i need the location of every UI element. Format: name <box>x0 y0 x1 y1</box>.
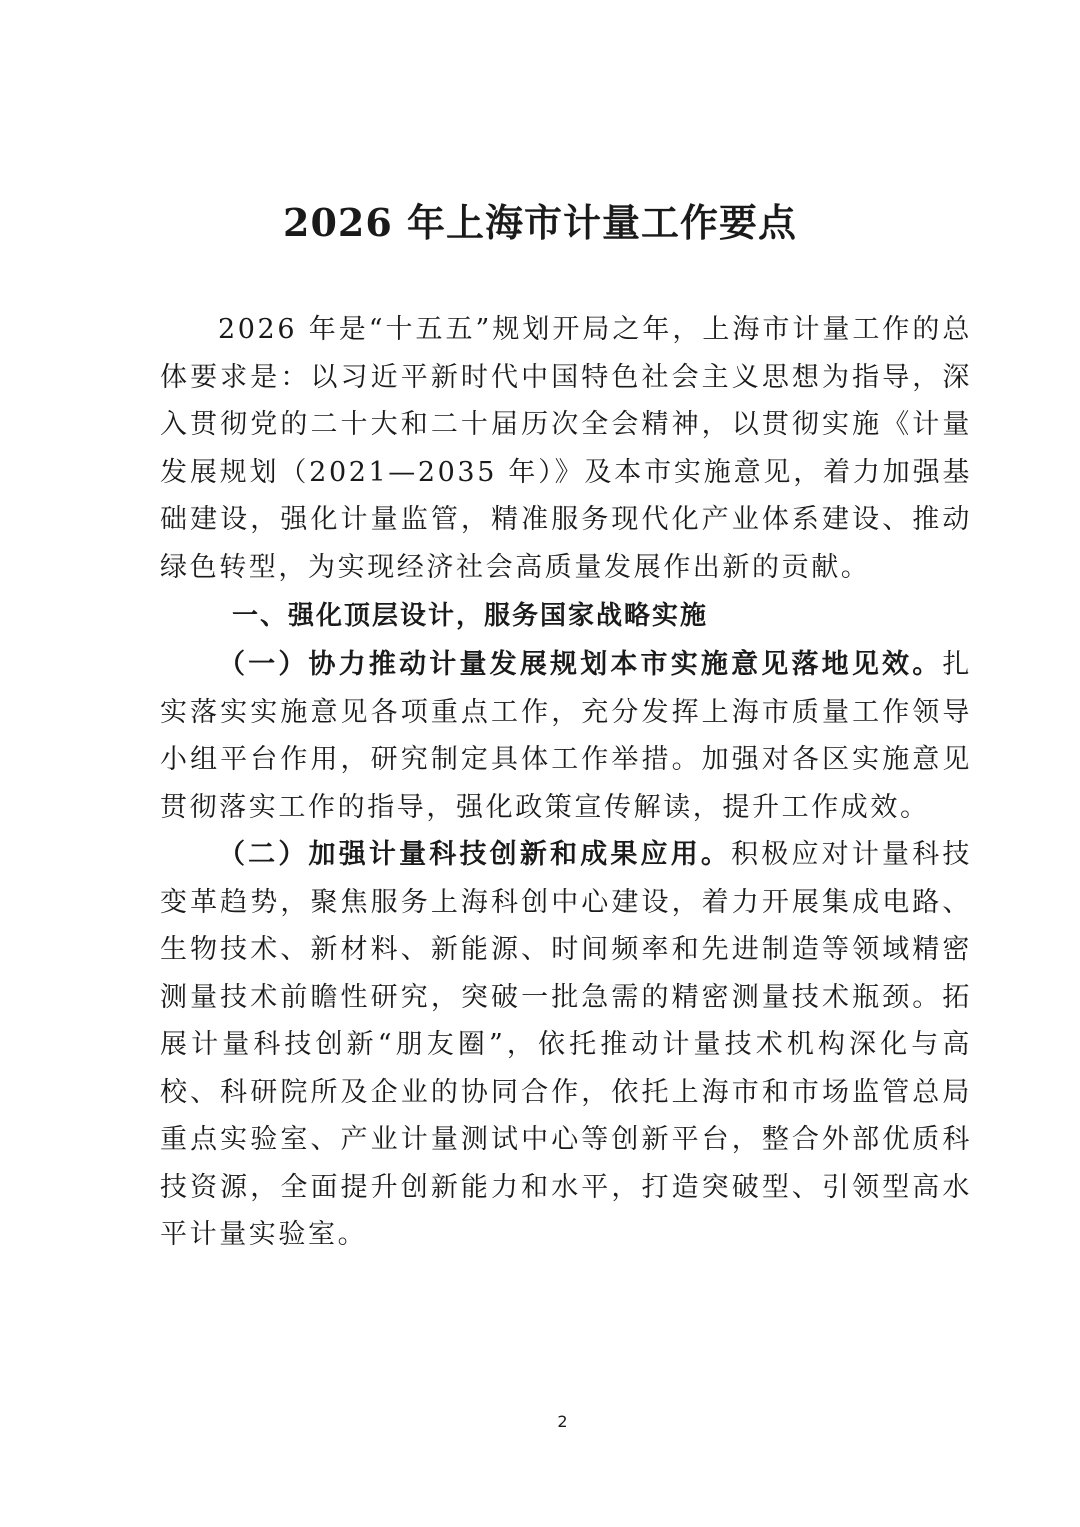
item-lead-2: （二）加强计量科技创新和成果应用。 <box>218 839 732 870</box>
item-paragraph-2 <box>160 831 972 1259</box>
section-heading: 一、强化顶层设计，服务国家战略实施 <box>232 601 709 631</box>
document-body <box>160 306 972 1259</box>
item-text-1: 扎实落实实施意见各项重点工作，充分发挥上海市质量工作领导小组平台作用，研究制定具体工作举措。加强对各区实施意见贯彻落实工作的指导，强化政策宣传解读，提升工作成效。 <box>160 649 972 823</box>
page-number: 2 <box>557 1412 568 1431</box>
item-text-2: 积极应对计量科技变革趋势，聚焦服务上海科创中心建设，着力开展集成电路、生物技术、新材料、新能源、时间频率和先进制造等领域精密测量技术前瞻性研究，突破一批急需的精密测量技术瓶颈。拓展计量科技创新“朋友圈”，依托推动计量技术机构深化与高校、科研院所及企业的协同合作，依托上海市和市场监管总局重点实验室、产业计量测试中心等创新平台，整合外部优质科技资源，全面提升创新能力和水平，打造突破型、引领型高水平计量实验室。 <box>160 839 972 1250</box>
item-paragraph-1 <box>160 641 972 831</box>
intro-paragraph: 2026 年是“十五五”规划开局之年，上海市计量工作的总体要求是：以习近平新时代中国特色社会主义思想为指导，深入贯彻党的二十大和二十届历次全会精神，以贯彻实施《计量发展规划（2021—2035 年）》及本市实施意见，着力加强基础建设，强化计量监管，精准服务现代化产业体系建设、推动绿色转型，为实现经济社会高质量发展作出新的贡献。 <box>160 314 972 583</box>
item-lead-1: （一）协力推动计量发展规划本市实施意见落地见效。 <box>218 649 943 680</box>
document-title: 2026 年上海市计量工作要点 <box>283 200 797 245</box>
